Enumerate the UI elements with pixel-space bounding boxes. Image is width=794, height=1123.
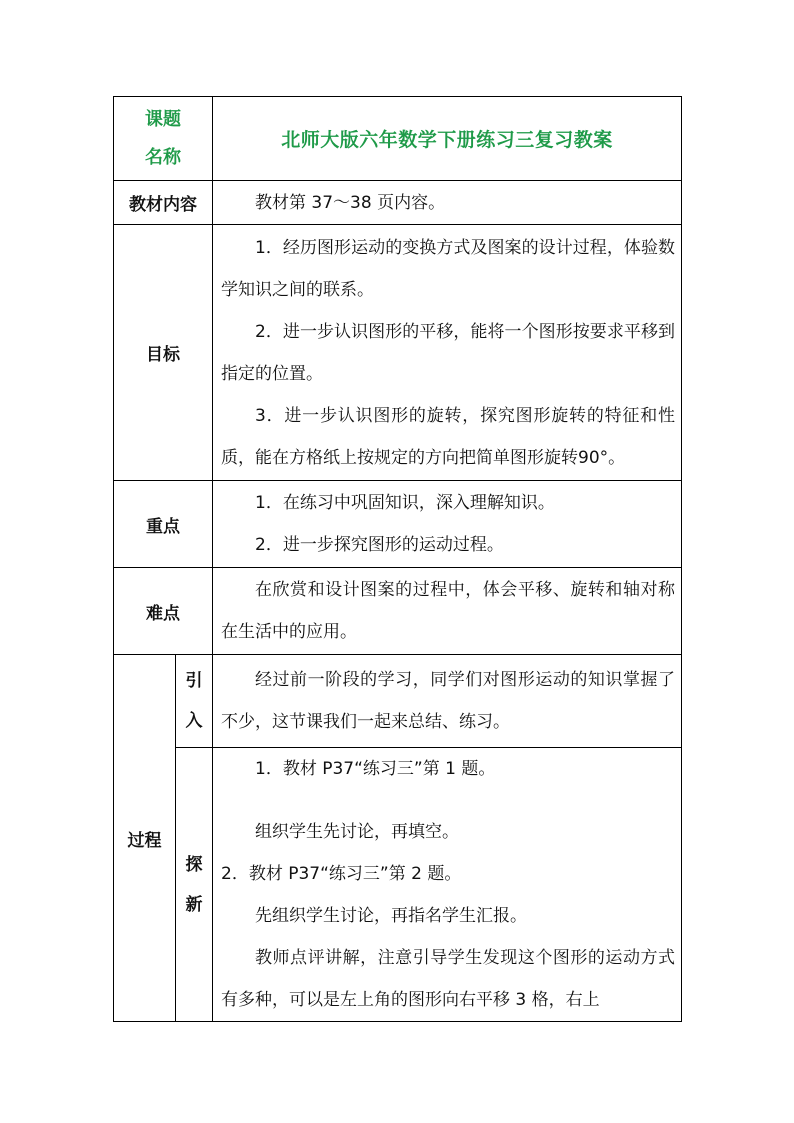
explore-label — [176, 748, 213, 1022]
intro-label — [176, 655, 213, 748]
explore-line: 1．教材 P37“练习三”第 1 题。 — [255, 759, 496, 779]
material-cell — [213, 181, 682, 225]
spacer — [221, 790, 675, 811]
process-label: 过程 — [114, 655, 176, 1022]
title-label-cell — [114, 97, 213, 181]
key-point-item: 2．进一步探究图形的运动过程。 — [255, 535, 504, 555]
material-label: 教材内容 — [114, 181, 213, 225]
goal-item: 3．进一步认识图形的旋转，探究图形旋转的特征和性质，能在方格纸上按规定的方向把简单图形旋转90°。 — [221, 405, 675, 468]
key-points-label: 重点 — [114, 481, 213, 568]
title-row — [114, 97, 682, 181]
intro-row — [114, 655, 682, 748]
explore-label-char: 新 — [185, 894, 203, 915]
material-text: 教材第 37～38 页内容。 — [255, 192, 446, 213]
goals-row — [114, 225, 682, 481]
goals-label: 目标 — [114, 225, 213, 481]
goal-item: 1．经历图形运动的变换方式及图案的设计过程，体验数学知识之间的联系。 — [221, 237, 675, 300]
intro-cell — [213, 655, 682, 748]
difficulty-text: 在欣赏和设计图案的过程中，体会平移、旋转和轴对称在生活中的应用。 — [221, 580, 675, 642]
key-points-row — [114, 481, 682, 568]
explore-row — [114, 748, 682, 1022]
material-row — [114, 181, 682, 225]
goal-item: 2．进一步认识图形的平移，能将一个图形按要求平移到指定的位置。 — [221, 321, 675, 384]
explore-label-char: 探 — [185, 854, 203, 875]
intro-text: 经过前一阶段的学习，同学们对图形运动的知识掌握了不少，这节课我们一起来总结、练习。 — [221, 670, 675, 732]
difficulty-cell — [213, 568, 682, 655]
difficulty-row — [114, 568, 682, 655]
lesson-title: 北师大版六年数学下册练习三复习教案 — [213, 97, 682, 181]
explore-line: 教师点评讲解，注意引导学生发现这个图形的运动方式有多种，可以是左上角的图形向右平移 3 格，右上 — [221, 948, 675, 1010]
intro-label-char: 入 — [185, 711, 203, 731]
key-point-item: 1．在练习中巩固知识，深入理解知识。 — [255, 493, 555, 513]
explore-cell — [213, 748, 682, 1022]
explore-line: 组织学生先讨论，再填空。 — [255, 822, 459, 842]
goals-cell — [213, 225, 682, 481]
title-label-line1: 课题 — [145, 108, 181, 130]
intro-label-char: 引 — [185, 671, 203, 691]
title-label-line2: 名称 — [145, 146, 181, 168]
key-points-cell — [213, 481, 682, 568]
lesson-plan-table — [113, 96, 682, 1022]
explore-line: 2．教材 P37“练习三”第 2 题。 — [221, 864, 462, 884]
explore-line: 先组织学生讨论，再指名学生汇报。 — [255, 906, 527, 926]
difficulty-label: 难点 — [114, 568, 213, 655]
